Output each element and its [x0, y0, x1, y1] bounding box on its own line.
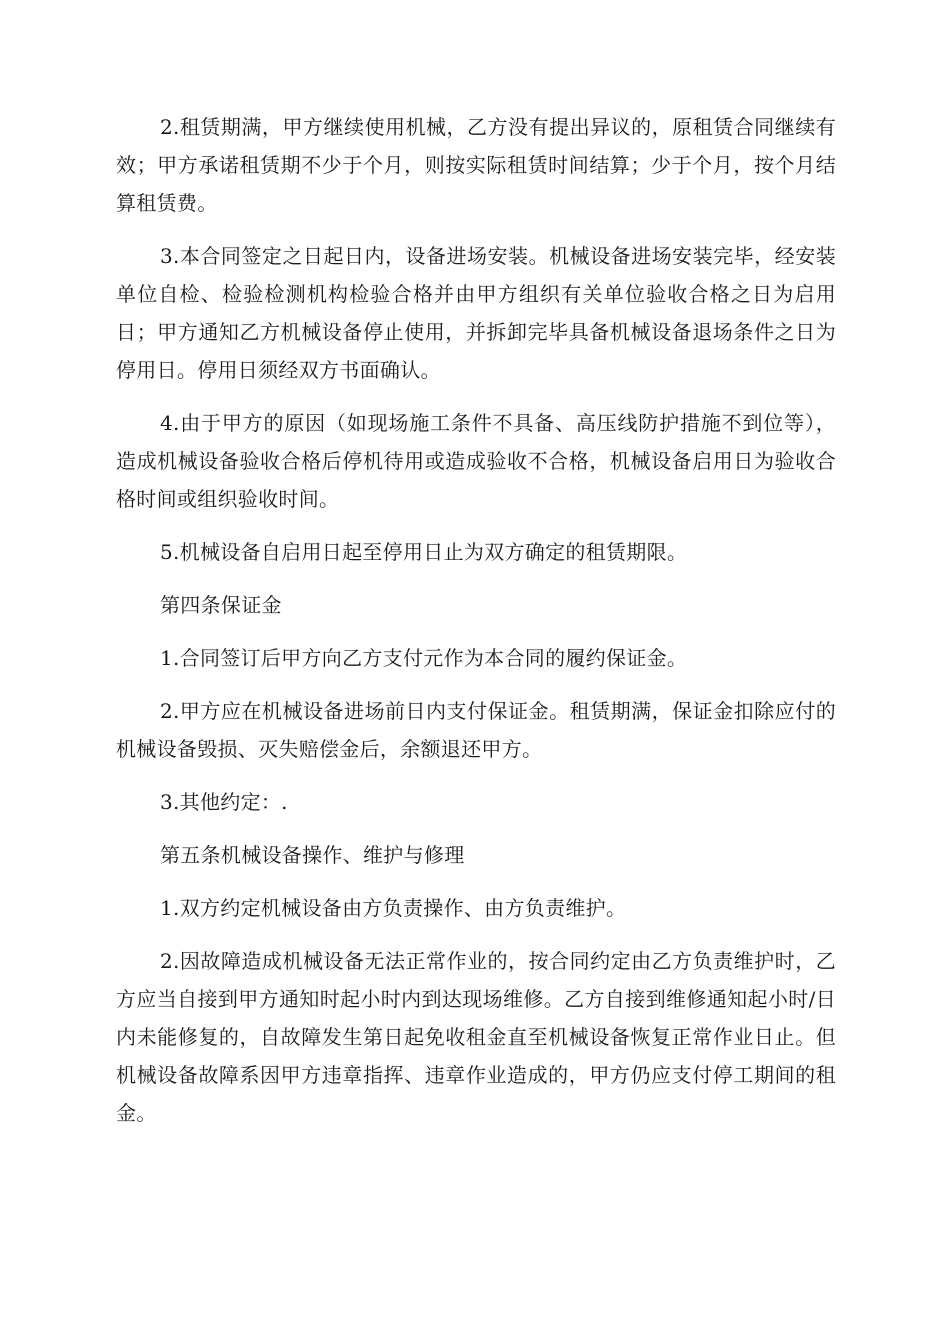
section-heading-deposit: 第四条保证金	[160, 593, 282, 617]
document-body	[116, 108, 836, 1147]
paragraph-2-lease-expiry: 2.租赁期满，甲方继续使用机械，乙方没有提出异议的，原租赁合同继续有效；甲方承诺租赁期不少于个月，则按实际租赁时间结算；少于个月，按个月结算租赁费。	[116, 115, 836, 215]
section-heading-operation: 第五条机械设备操作、维护与修理	[160, 843, 465, 867]
paragraph-deposit-2: 2.甲方应在机械设备进场前日内支付保证金。租赁期满，保证金扣除应付的机械设备毁损、灭失赔偿金后，余额退还甲方。	[116, 699, 836, 761]
paragraph-deposit-1: 1.合同签订后甲方向乙方支付元作为本合同的履约保证金。	[160, 646, 688, 670]
paragraph-deposit-3: 3.其他约定：.	[160, 790, 288, 814]
paragraph-operation-2: 2.因故障造成机械设备无法正常作业的，按合同约定由乙方负责维护时，乙方应当自接到甲方通知时起小时内到达现场维修。乙方自接到维修通知起小时/日内未能修复的，自故障发生第日起免收租金直至机械设备恢复正常作业日止。但机械设备故障系因甲方违章指挥、违章作业造成的，甲方仍应支付停工期间的租金。	[116, 949, 836, 1125]
paragraph-3-installation: 3.本合同签定之日起日内，设备进场安装。机械设备进场安装完毕，经安装单位自检、检验检测机构检验合格并由甲方组织有关单位验收合格之日为启用日；甲方通知乙方机械设备停止使用，并拆卸完毕具备机械设备退场条件之日为停用日。停用日须经双方书面确认。	[116, 244, 836, 382]
paragraph-operation-1: 1.双方约定机械设备由方负责操作、由方负责维护。	[160, 896, 627, 920]
paragraph-5-lease-term: 5.机械设备自启用日起至停用日止为双方确定的租赁期限。	[160, 540, 688, 564]
paragraph-4-delay: 4.由于甲方的原因（如现场施工条件不具备、高压线防护措施不到位等），造成机械设备验收合格后停机待用或造成验收不合格，机械设备启用日为验收合格时间或组织验收时间。	[116, 411, 836, 511]
